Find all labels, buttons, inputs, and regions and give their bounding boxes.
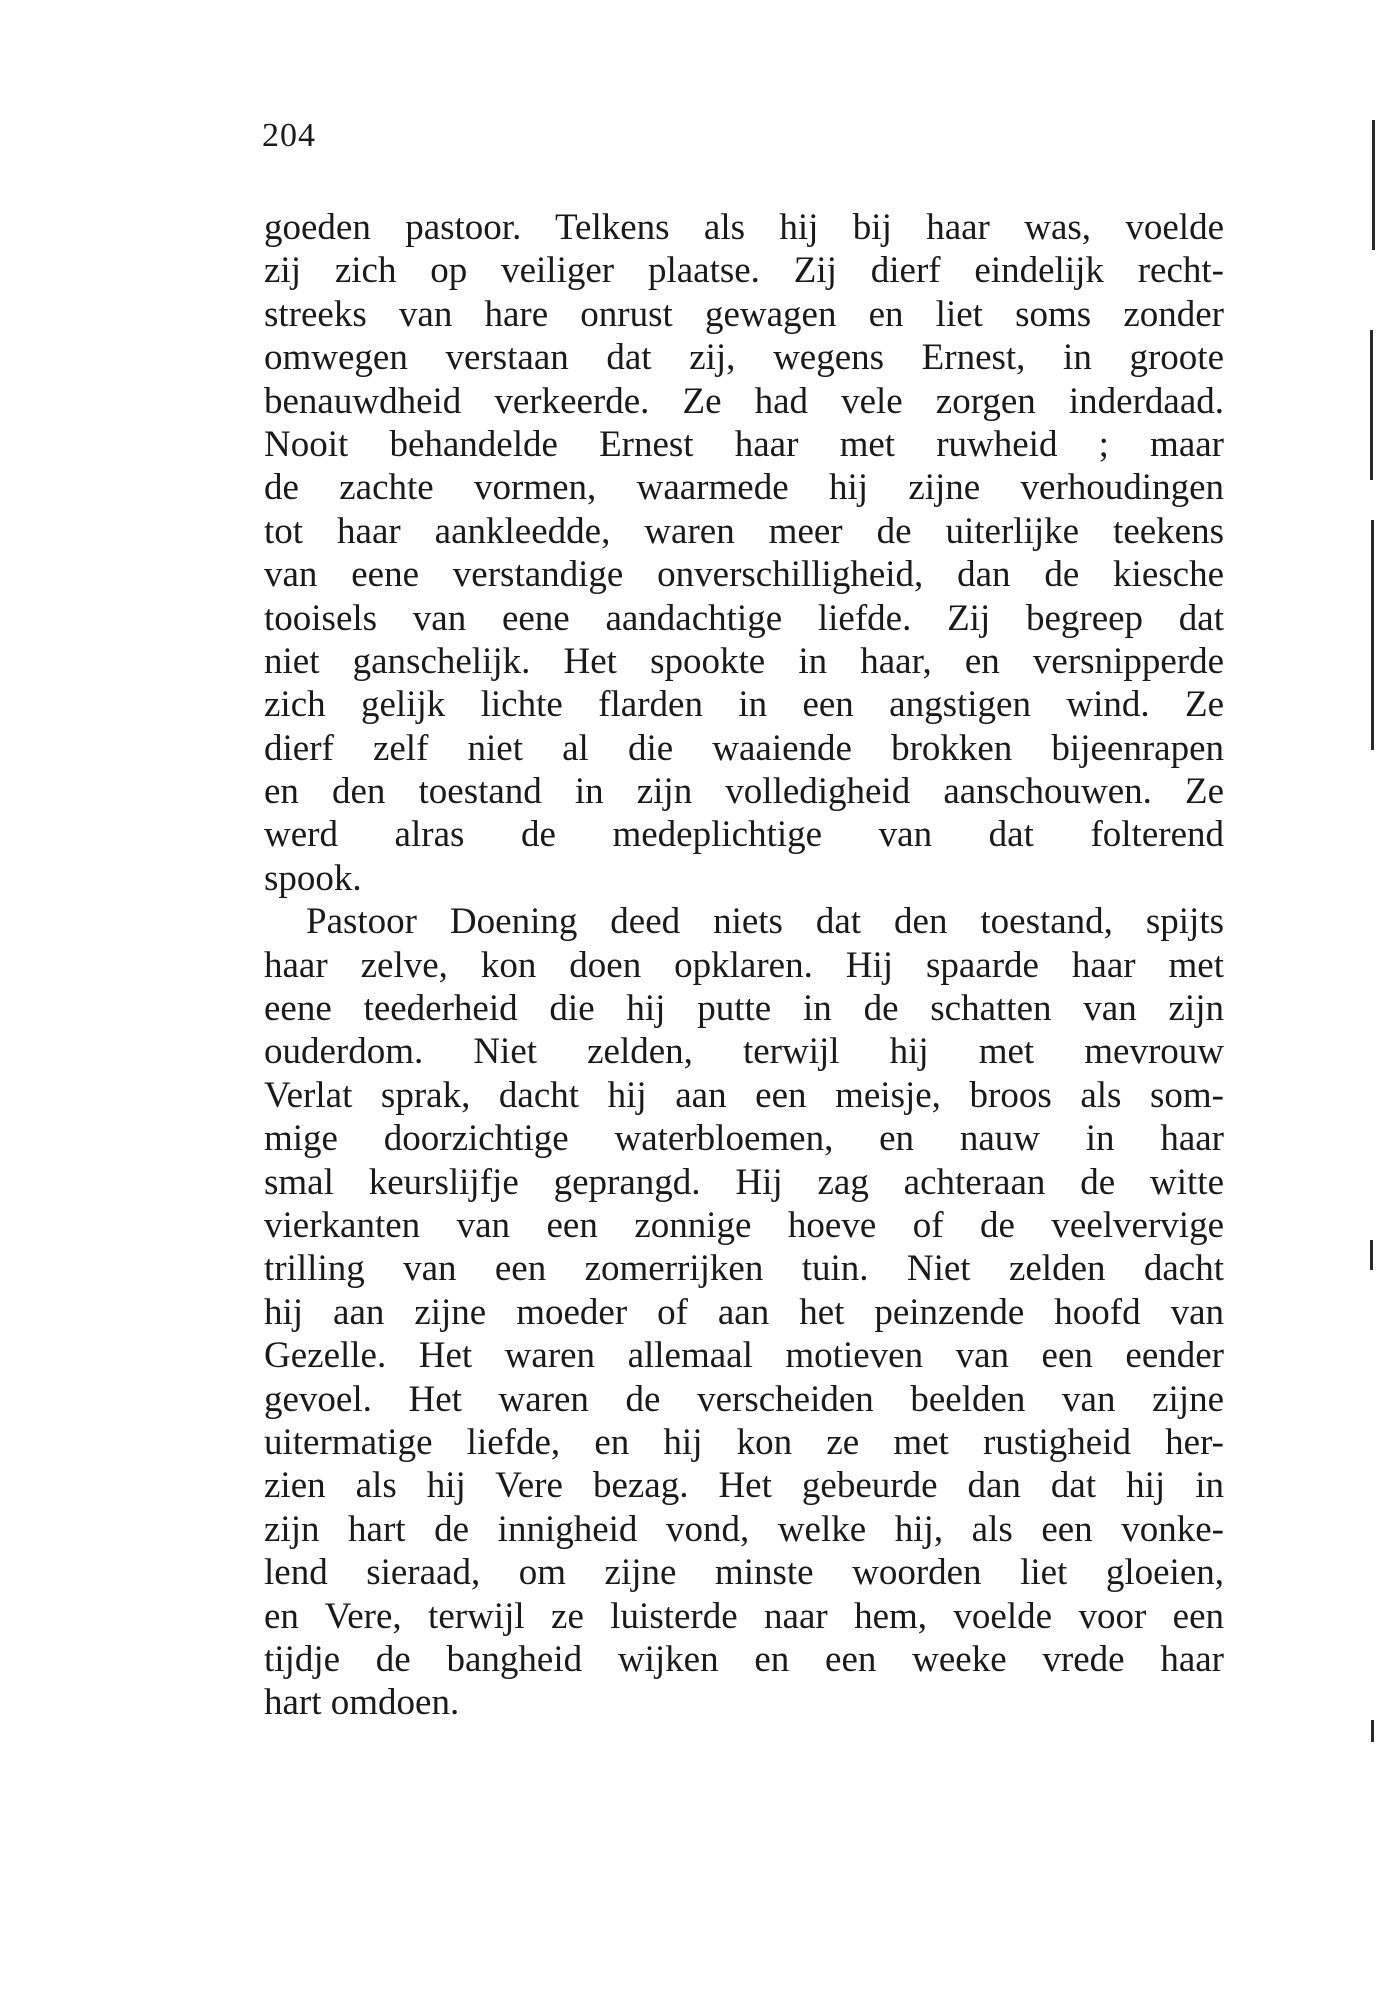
scan-edge-mark [1372,120,1375,250]
text-line: haar zelve, kon doen opklaren. Hij spaarde haar met [264,944,1224,986]
text-line: lend sieraad, om zijne minste woorden liet gloeien, [264,1552,1224,1594]
text-line: gevoel. Het waren de verscheiden beelden van zijne [264,1378,1224,1420]
text-line: omwegen verstaan dat zij, wegens Ernest, in groote [264,337,1224,379]
text-line: ouderdom. Niet zelden, terwijl hij met mevrouw [264,1031,1224,1073]
text-line: werd alras de medeplichtige van dat folterend [264,814,1224,856]
text-line: Verlat sprak, dacht hij aan een meisje, broos als som- [264,1074,1224,1116]
text-line: tijdje de bangheid wijken en een weeke vrede haar [264,1638,1224,1680]
text-line: zich gelijk lichte flarden in een angstigen wind. Ze [264,684,1224,726]
text-line: hart omdoen. [264,1682,460,1724]
text-line: eene teederheid die hij putte in de schatten van zijn [264,988,1224,1030]
page-number: 204 [262,117,316,154]
text-line: trilling van een zomerrijken tuin. Niet zelden dacht [264,1248,1224,1290]
scan-edge-mark [1370,330,1373,480]
text-line: goeden pastoor. Telkens als hij bij haar was, voelde [264,207,1224,248]
text-line: streeks van hare onrust gewagen en liet soms zonder [264,293,1224,335]
text-line: zij zich op veiliger plaatse. Zij dierf eindelijk recht- [264,250,1224,292]
text-line: van eene verstandige onverschilligheid, dan de kiesche [264,554,1224,596]
text-line: tooisels van eene aandachtige liefde. Zij begreep dat [264,597,1224,639]
scan-edge-mark [1371,520,1374,750]
scan-edge-mark [1370,1240,1373,1270]
text-line: zien als hij Vere bezag. Het gebeurde dan dat hij in [264,1465,1224,1507]
text-line: zijn hart de innigheid vond, welke hij, als een vonke- [264,1508,1224,1550]
text-line: Nooit behandelde Ernest haar met ruwheid ; maar [264,423,1224,465]
text-line: en den toestand in zijn volledigheid aanschouwen. Ze [264,771,1224,813]
text-line: uitermatige liefde, en hij kon ze met rustigheid her- [264,1421,1224,1463]
text-line: Pastoor Doening deed niets dat den toestand, spijts [306,901,1224,943]
text-line: smal keurslijfje geprangd. Hij zag achteraan de witte [264,1161,1224,1203]
text-line: Gezelle. Het waren allemaal motieven van een eender [264,1335,1224,1377]
text-line: tot haar aankleedde, waren meer de uiterlijke teekens [264,510,1224,552]
text-line: benauwdheid verkeerde. Ze had vele zorgen inderdaad. [264,380,1224,422]
text-line: de zachte vormen, waarmede hij zijne verhoudingen [264,467,1224,509]
text-line: niet ganschelijk. Het spookte in haar, en versnipperde [264,640,1224,682]
text-line: vierkanten van een zonnige hoeve of de veelvervige [264,1204,1224,1246]
text-line: spook. [264,857,362,899]
text-line: hij aan zijne moeder of aan het peinzende hoofd van [264,1291,1224,1333]
body-text [264,206,1224,1725]
text-line: dierf zelf niet al die waaiende brokken bijeenrapen [264,727,1224,769]
scan-edge-mark [1371,1720,1374,1742]
text-line: en Vere, terwijl ze luisterde naar hem, voelde voor een [264,1595,1224,1637]
text-line: mige doorzichtige waterbloemen, en nauw in haar [264,1118,1224,1160]
